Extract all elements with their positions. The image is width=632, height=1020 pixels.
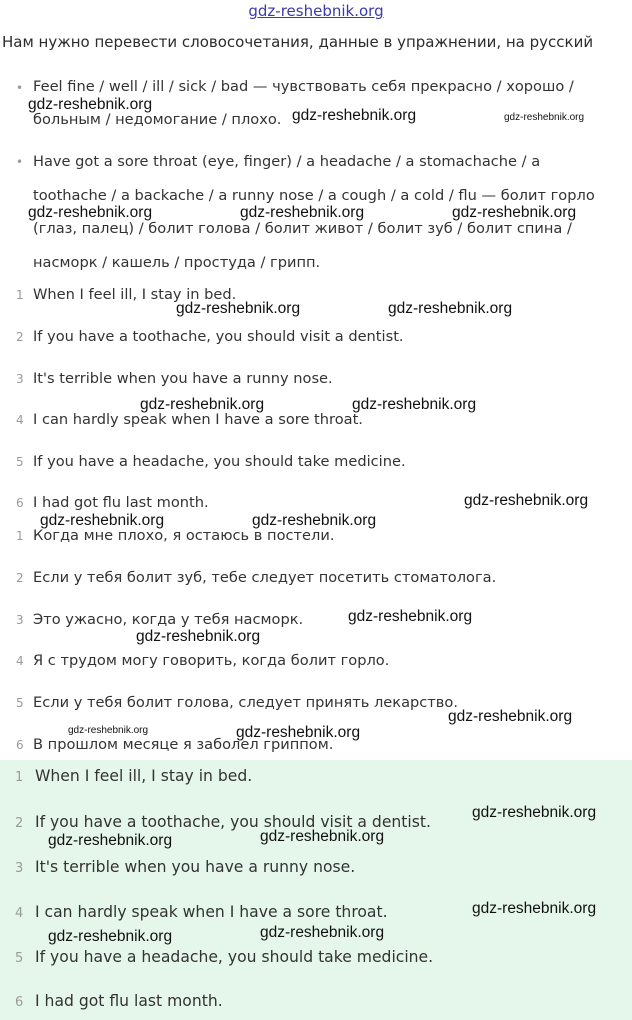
bullet-1-line-2: больным / недомогание / плохо. bbox=[33, 111, 282, 128]
watermark: gdz-reshebnik.org bbox=[28, 96, 153, 113]
intro-text: Нам нужно перевести словосочетания, данные в упражнении, на русский bbox=[2, 33, 594, 51]
list-number: 6 bbox=[16, 496, 24, 510]
bullet-2-line-3: (глаз, палец) / болит голова / болит живот / болит зуб / болит спина / bbox=[33, 220, 572, 237]
watermark: gdz-reshebnik.org bbox=[28, 204, 153, 221]
list-item: I can hardly speak when I have a sore throat. bbox=[35, 903, 388, 921]
list-item: It's terrible when you have a runny nose. bbox=[35, 858, 356, 876]
list-item: Если у тебя болит зуб, тебе следует посетить стоматолога. bbox=[33, 569, 497, 586]
list-number: 1 bbox=[16, 288, 24, 302]
list-number: 4 bbox=[15, 906, 24, 921]
site-header-link[interactable]: gdz-reshebnik.org bbox=[248, 2, 384, 20]
list-item: If you have a toothache, you should visit a dentist. bbox=[35, 813, 431, 831]
list-item: I had got flu last month. bbox=[33, 494, 209, 511]
list-number: 1 bbox=[16, 529, 24, 543]
list-item: I had got flu last month. bbox=[35, 992, 223, 1010]
list-item: Я с трудом могу говорить, когда болит горло. bbox=[33, 652, 390, 669]
list-number: 3 bbox=[15, 861, 24, 876]
watermark: gdz-reshebnik.org bbox=[48, 928, 173, 945]
list-number: 1 bbox=[15, 770, 24, 785]
list-item: It's terrible when you have a runny nose. bbox=[33, 370, 333, 387]
watermark: gdz-reshebnik.org bbox=[136, 628, 261, 645]
list-item: Если у тебя болит голова, следует принять лекарство. bbox=[33, 694, 458, 711]
watermark: gdz-reshebnik.org bbox=[448, 708, 573, 725]
watermark: gdz-reshebnik.org bbox=[388, 300, 513, 317]
list-item: If you have a headache, you should take medicine. bbox=[33, 453, 406, 470]
list-item: В прошлом месяце я заболел гриппом. bbox=[33, 736, 334, 753]
watermark: gdz-reshebnik.org bbox=[472, 804, 597, 821]
watermark: gdz-reshebnik.org bbox=[260, 828, 385, 845]
list-number: 4 bbox=[16, 654, 24, 668]
list-number: 5 bbox=[16, 696, 24, 710]
watermark: gdz-reshebnik.org bbox=[348, 608, 473, 625]
watermark: gdz-reshebnik.org bbox=[236, 724, 361, 741]
list-number: 2 bbox=[16, 571, 24, 585]
watermark: gdz-reshebnik.org bbox=[352, 396, 477, 413]
bullet-dot: • bbox=[16, 81, 24, 95]
list-number: 5 bbox=[16, 455, 24, 469]
watermark: gdz-reshebnik.org bbox=[48, 832, 173, 849]
bullet-1-line-1: Feel fine / well / ill / sick / bad — чувствовать себя прекрасно / хорошо / bbox=[33, 78, 574, 95]
watermark: gdz-reshebnik.org bbox=[504, 112, 585, 123]
list-item: Это ужасно, когда у тебя насморк. bbox=[33, 611, 304, 628]
answer-panel bbox=[0, 760, 632, 1020]
watermark: gdz-reshebnik.org bbox=[252, 512, 377, 529]
watermark: gdz-reshebnik.org bbox=[464, 492, 589, 509]
list-item: When I feel ill, I stay in bed. bbox=[33, 286, 237, 303]
bullet-dot: • bbox=[16, 155, 24, 169]
watermark: gdz-reshebnik.org bbox=[452, 204, 577, 221]
list-item: When I feel ill, I stay in bed. bbox=[35, 767, 253, 785]
watermark: gdz-reshebnik.org bbox=[472, 900, 597, 917]
watermark: gdz-reshebnik.org bbox=[176, 300, 301, 317]
list-item: If you have a headache, you should take medicine. bbox=[35, 948, 434, 966]
list-number: 6 bbox=[16, 738, 24, 752]
list-number: 2 bbox=[15, 816, 24, 831]
list-item: Когда мне плохо, я остаюсь в постели. bbox=[33, 527, 335, 544]
watermark: gdz-reshebnik.org bbox=[240, 204, 365, 221]
list-number: 4 bbox=[16, 413, 24, 427]
list-number: 6 bbox=[15, 995, 24, 1010]
watermark: gdz-reshebnik.org bbox=[68, 725, 149, 736]
watermark: gdz-reshebnik.org bbox=[292, 107, 417, 124]
list-number: 3 bbox=[16, 372, 24, 386]
watermark: gdz-reshebnik.org bbox=[40, 512, 165, 529]
list-number: 5 bbox=[15, 951, 24, 966]
watermark: gdz-reshebnik.org bbox=[140, 396, 265, 413]
list-number: 2 bbox=[16, 330, 24, 344]
list-item: I can hardly speak when I have a sore throat. bbox=[33, 411, 363, 428]
watermark: gdz-reshebnik.org bbox=[260, 924, 385, 941]
bullet-2-line-1: Have got a sore throat (eye, finger) / a headache / a stomachache / a bbox=[33, 153, 541, 170]
list-number: 3 bbox=[16, 613, 24, 627]
list-item: If you have a toothache, you should visit a dentist. bbox=[33, 328, 404, 345]
bullet-2-line-4: насморк / кашель / простуда / грипп. bbox=[33, 254, 321, 271]
bullet-2-line-2: toothache / a backache / a runny nose / a cough / a cold / flu — болит горло bbox=[33, 187, 595, 204]
